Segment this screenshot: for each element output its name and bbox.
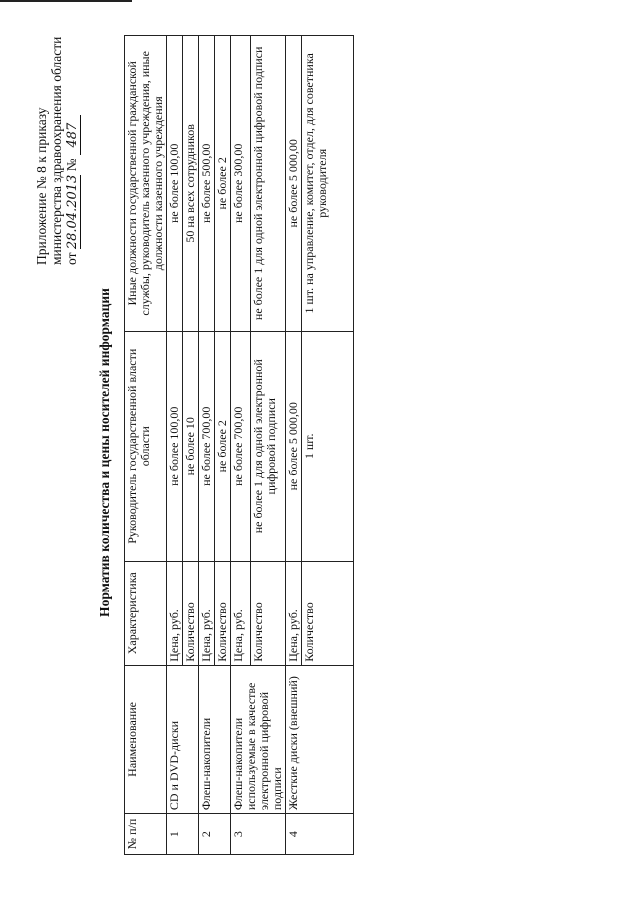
row-price-other: не более 300,00 xyxy=(231,36,251,332)
norms-table xyxy=(124,35,354,855)
row-price-other: не более 100,00 xyxy=(167,36,183,332)
row-price-other: не более 5 000,00 xyxy=(286,36,302,332)
header-name: Наименование xyxy=(125,665,167,813)
row-name: Флеш-накопители используемые в качестве электронной цифровой подписи xyxy=(231,665,286,813)
row-name: CD и DVD-диски xyxy=(167,665,199,813)
row-price-label: Цена, руб. xyxy=(286,561,302,665)
header-head: Руководитель государственной власти области xyxy=(125,331,167,561)
handwritten-date: 28.04.2013 xyxy=(65,174,80,250)
row-qty-head: не более 1 для одной электронной цифровой подписи xyxy=(250,331,285,561)
row-price-label: Цена, руб. xyxy=(231,561,251,665)
header-characteristic: Характеристика xyxy=(125,561,167,665)
annex-line-1: Приложение № 8 к приказу xyxy=(34,107,49,265)
row-qty-label: Количество xyxy=(183,561,199,665)
row-price-label: Цена, руб. xyxy=(167,561,183,665)
row-price-other: не более 500,00 xyxy=(199,36,215,332)
number-label: № xyxy=(64,158,79,172)
annex-header xyxy=(34,15,81,265)
row-num: 1 xyxy=(167,814,199,855)
row-price-head: не более 700,00 xyxy=(199,331,215,561)
row-price-head: не более 100,00 xyxy=(167,331,183,561)
row-price-head: не более 700,00 xyxy=(231,331,251,561)
row-qty-label: Количество xyxy=(250,561,285,665)
row-qty-head: не более 10 xyxy=(183,331,199,561)
row-name: Жесткие диски (внешний) xyxy=(286,665,354,813)
table-row xyxy=(231,36,251,855)
annex-date-line xyxy=(64,15,81,265)
header-other: Иные должности государственной гражданской службы, руководитель казенного учреждения, иные должности казенного учреждения xyxy=(125,36,167,332)
row-num: 4 xyxy=(286,814,354,855)
row-qty-label: Количество xyxy=(215,561,231,665)
table-row xyxy=(286,36,302,855)
annex-line-2: министерства здравоохранения области xyxy=(49,36,64,265)
row-price-label: Цена, руб. xyxy=(199,561,215,665)
row-qty-other: 50 на всех сотрудников xyxy=(183,36,199,332)
row-qty-head: не более 2 xyxy=(215,331,231,561)
row-qty-head: 1 шт. xyxy=(302,331,354,561)
from-label: от xyxy=(64,252,79,265)
row-num: 3 xyxy=(231,814,286,855)
row-price-head: не более 5 000,00 xyxy=(286,331,302,561)
row-qty-other: не более 1 для одной электронной цифровой подписи xyxy=(250,36,285,332)
header-num: № п/п xyxy=(125,814,167,855)
table-row xyxy=(167,36,183,855)
row-num: 2 xyxy=(199,814,231,855)
row-qty-other: не более 2 xyxy=(215,36,231,332)
document-title: Норматив количества и цены носителей информации xyxy=(97,288,112,617)
table-header-row xyxy=(125,36,167,855)
table-row xyxy=(199,36,215,855)
row-qty-label: Количество xyxy=(302,561,354,665)
handwritten-number: 487 xyxy=(65,115,81,155)
row-qty-other: 1 шт. на управление, комитет, отдел, для советника руководителя xyxy=(302,36,354,332)
row-name: Флеш-накопители xyxy=(199,665,231,813)
